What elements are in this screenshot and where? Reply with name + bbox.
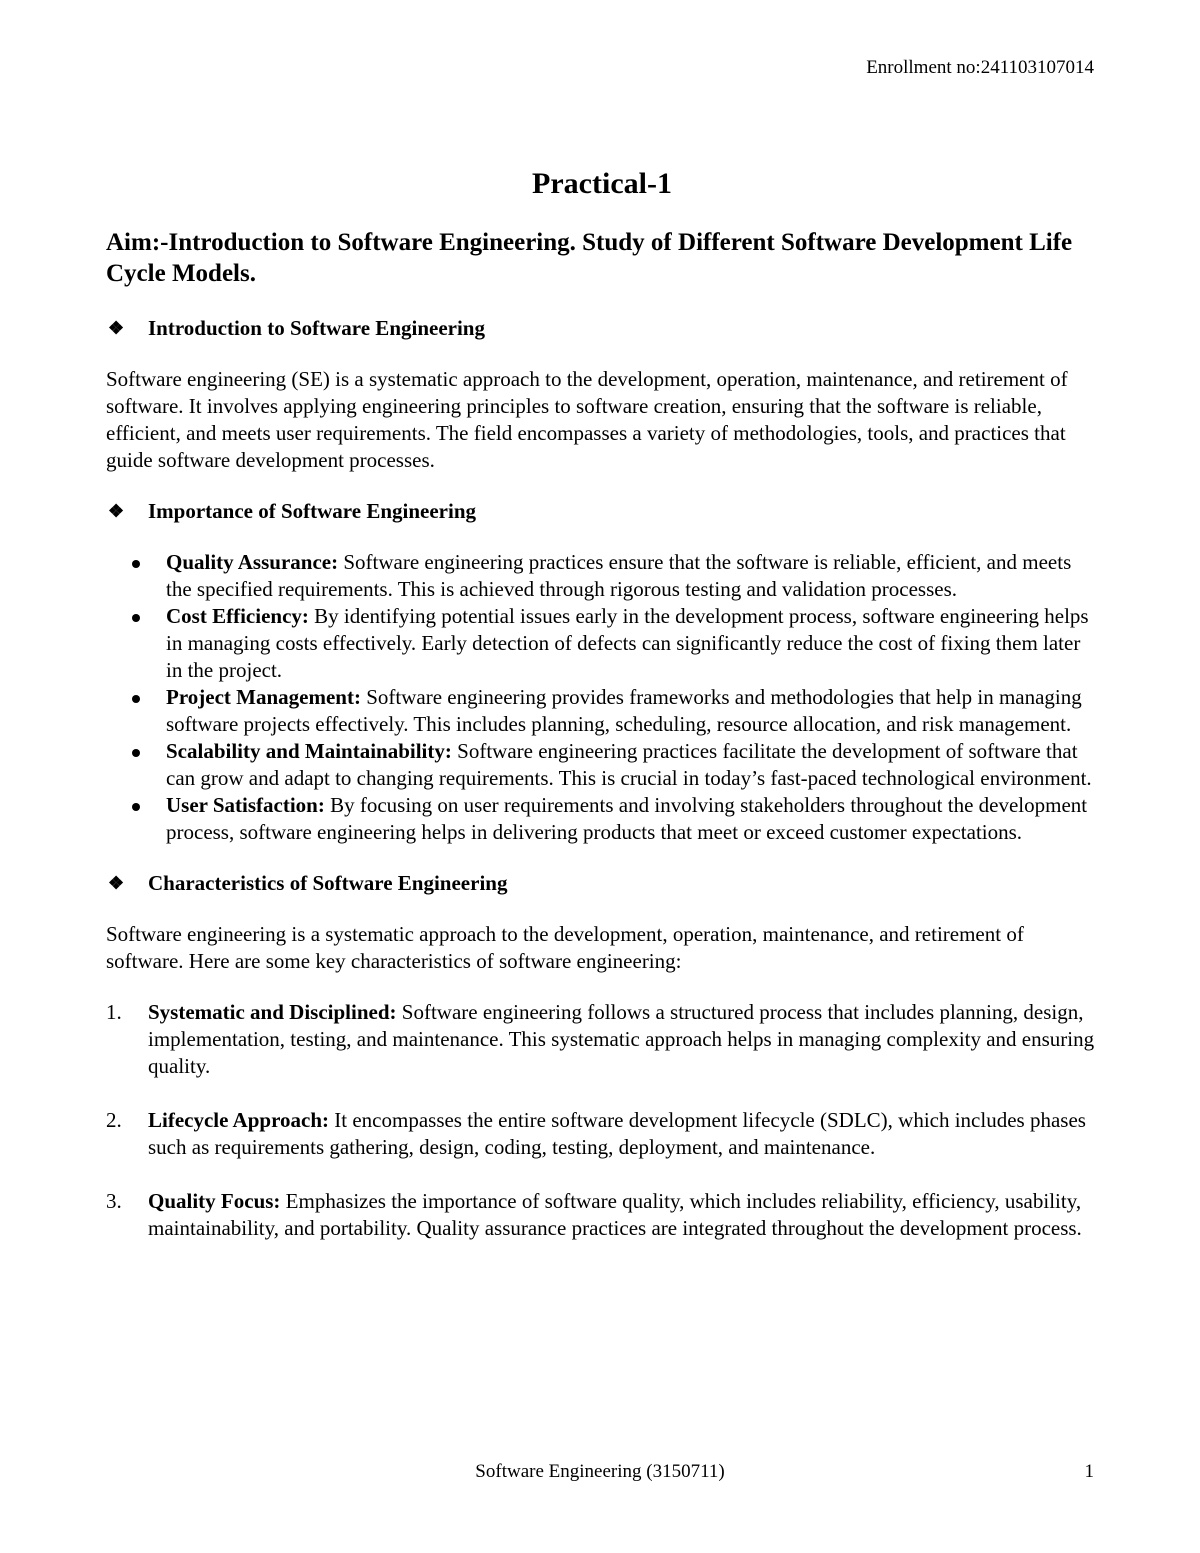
list-item-lead: Systematic and Disciplined: xyxy=(148,1000,397,1024)
four-diamond-star-icon: ❖ xyxy=(108,501,125,521)
four-diamond-star-icon: ❖ xyxy=(108,873,125,893)
filled-circle-icon xyxy=(132,803,140,811)
list-item-lead: Lifecycle Approach: xyxy=(148,1108,330,1132)
list-item-lead: Scalability and Maintainability: xyxy=(166,739,452,763)
section-heading-label: Introduction to Software Engineering xyxy=(148,316,485,340)
list-item-text: It encompasses the entire software development lifecycle (SDLC), which includes phases such as requirements gathering, design, coding, testing, deployment, and maintenance. xyxy=(148,1108,1086,1159)
list-item-text: Software engineering provides frameworks and methodologies that help in managing software projects effectively. This includes planning, scheduling, resource allocation, and risk management. xyxy=(166,685,1082,736)
section-heading-label: Importance of Software Engineering xyxy=(148,499,476,523)
list-item-number: 3. xyxy=(106,1189,122,1213)
list-item-text: Software engineering follows a structured process that includes planning, design, implementation, testing, and maintenance. This systematic approach helps in managing complexity and ensuring quality. xyxy=(148,1000,1095,1078)
filled-circle-icon xyxy=(132,614,140,622)
filled-circle-icon xyxy=(132,695,140,703)
list-item xyxy=(106,603,1098,684)
list-item-text: Emphasizes the importance of software quality, which includes reliability, efficiency, usability, maintainability, and portability. Quality assurance practices are integrated throughout the development process. xyxy=(148,1189,1082,1240)
list-item xyxy=(106,792,1098,846)
list-item-text: By identifying potential issues early in the development process, software engineering helps in managing costs effectively. Early detection of defects can significantly reduce the cost of fixing them later in the project. xyxy=(166,604,1089,682)
list-item-lead: Cost Efficiency: xyxy=(166,604,309,628)
section-heading-characteristics xyxy=(106,870,1098,897)
course-label: Software Engineering (3150711) xyxy=(475,1461,725,1482)
list-item xyxy=(106,999,1098,1080)
list-item-lead: Quality Focus: xyxy=(148,1189,281,1213)
list-item xyxy=(106,1107,1098,1161)
introduction-paragraph: Software engineering (SE) is a systematic approach to the development, operation, maintenance, and retirement of software. It involves applying engineering principles to software creation, ensuring that the software is reliable, efficient, and meets user requirements. The field encompasses a variety of methodologies, tools, and practices that guide software development processes. xyxy=(106,367,1068,472)
enrollment-header: Enrollment no:241103107014 xyxy=(866,57,1094,78)
section-heading-label: Characteristics of Software Engineering xyxy=(148,871,508,895)
list-item xyxy=(106,1188,1098,1242)
list-item-text: By focusing on user requirements and involving stakeholders throughout the development process, software engineering helps in delivering products that meet or exceed customer expectations. xyxy=(166,793,1088,844)
page-number: 1 xyxy=(1084,1461,1094,1482)
list-item-lead: User Satisfaction: xyxy=(166,793,325,817)
characteristics-list xyxy=(106,999,1098,1242)
list-item xyxy=(106,684,1098,738)
section-heading-introduction xyxy=(106,315,1098,342)
section-heading-importance xyxy=(106,498,1098,525)
characteristics-paragraph: Software engineering is a systematic approach to the development, operation, maintenance, and retirement of software. Here are some key characteristics of software engineering: xyxy=(106,922,1024,973)
list-item-text: Software engineering practices facilitate the development of software that can grow and adapt to changing requirements. This is crucial in today’s fast-paced technological environment. xyxy=(166,739,1092,790)
page-content xyxy=(106,165,1098,1269)
importance-list xyxy=(106,549,1098,846)
aim-statement: Aim:-Introduction to Software Engineering. Study of Different Software Development Life Cycle Models. xyxy=(106,229,1073,287)
list-item xyxy=(106,738,1098,792)
list-item-number: 1. xyxy=(106,1000,122,1024)
filled-circle-icon xyxy=(132,749,140,757)
list-item-number: 2. xyxy=(106,1108,122,1132)
list-item-text: Software engineering practices ensure that the software is reliable, efficient, and meets the specified requirements. This is achieved through rigorous testing and validation processes. xyxy=(166,550,1072,601)
list-item-lead: Project Management: xyxy=(166,685,361,709)
list-item-lead: Quality Assurance: xyxy=(166,550,339,574)
page-title: Practical-1 xyxy=(532,167,672,200)
list-item xyxy=(106,549,1098,603)
filled-circle-icon xyxy=(132,560,140,568)
four-diamond-star-icon: ❖ xyxy=(108,318,125,338)
